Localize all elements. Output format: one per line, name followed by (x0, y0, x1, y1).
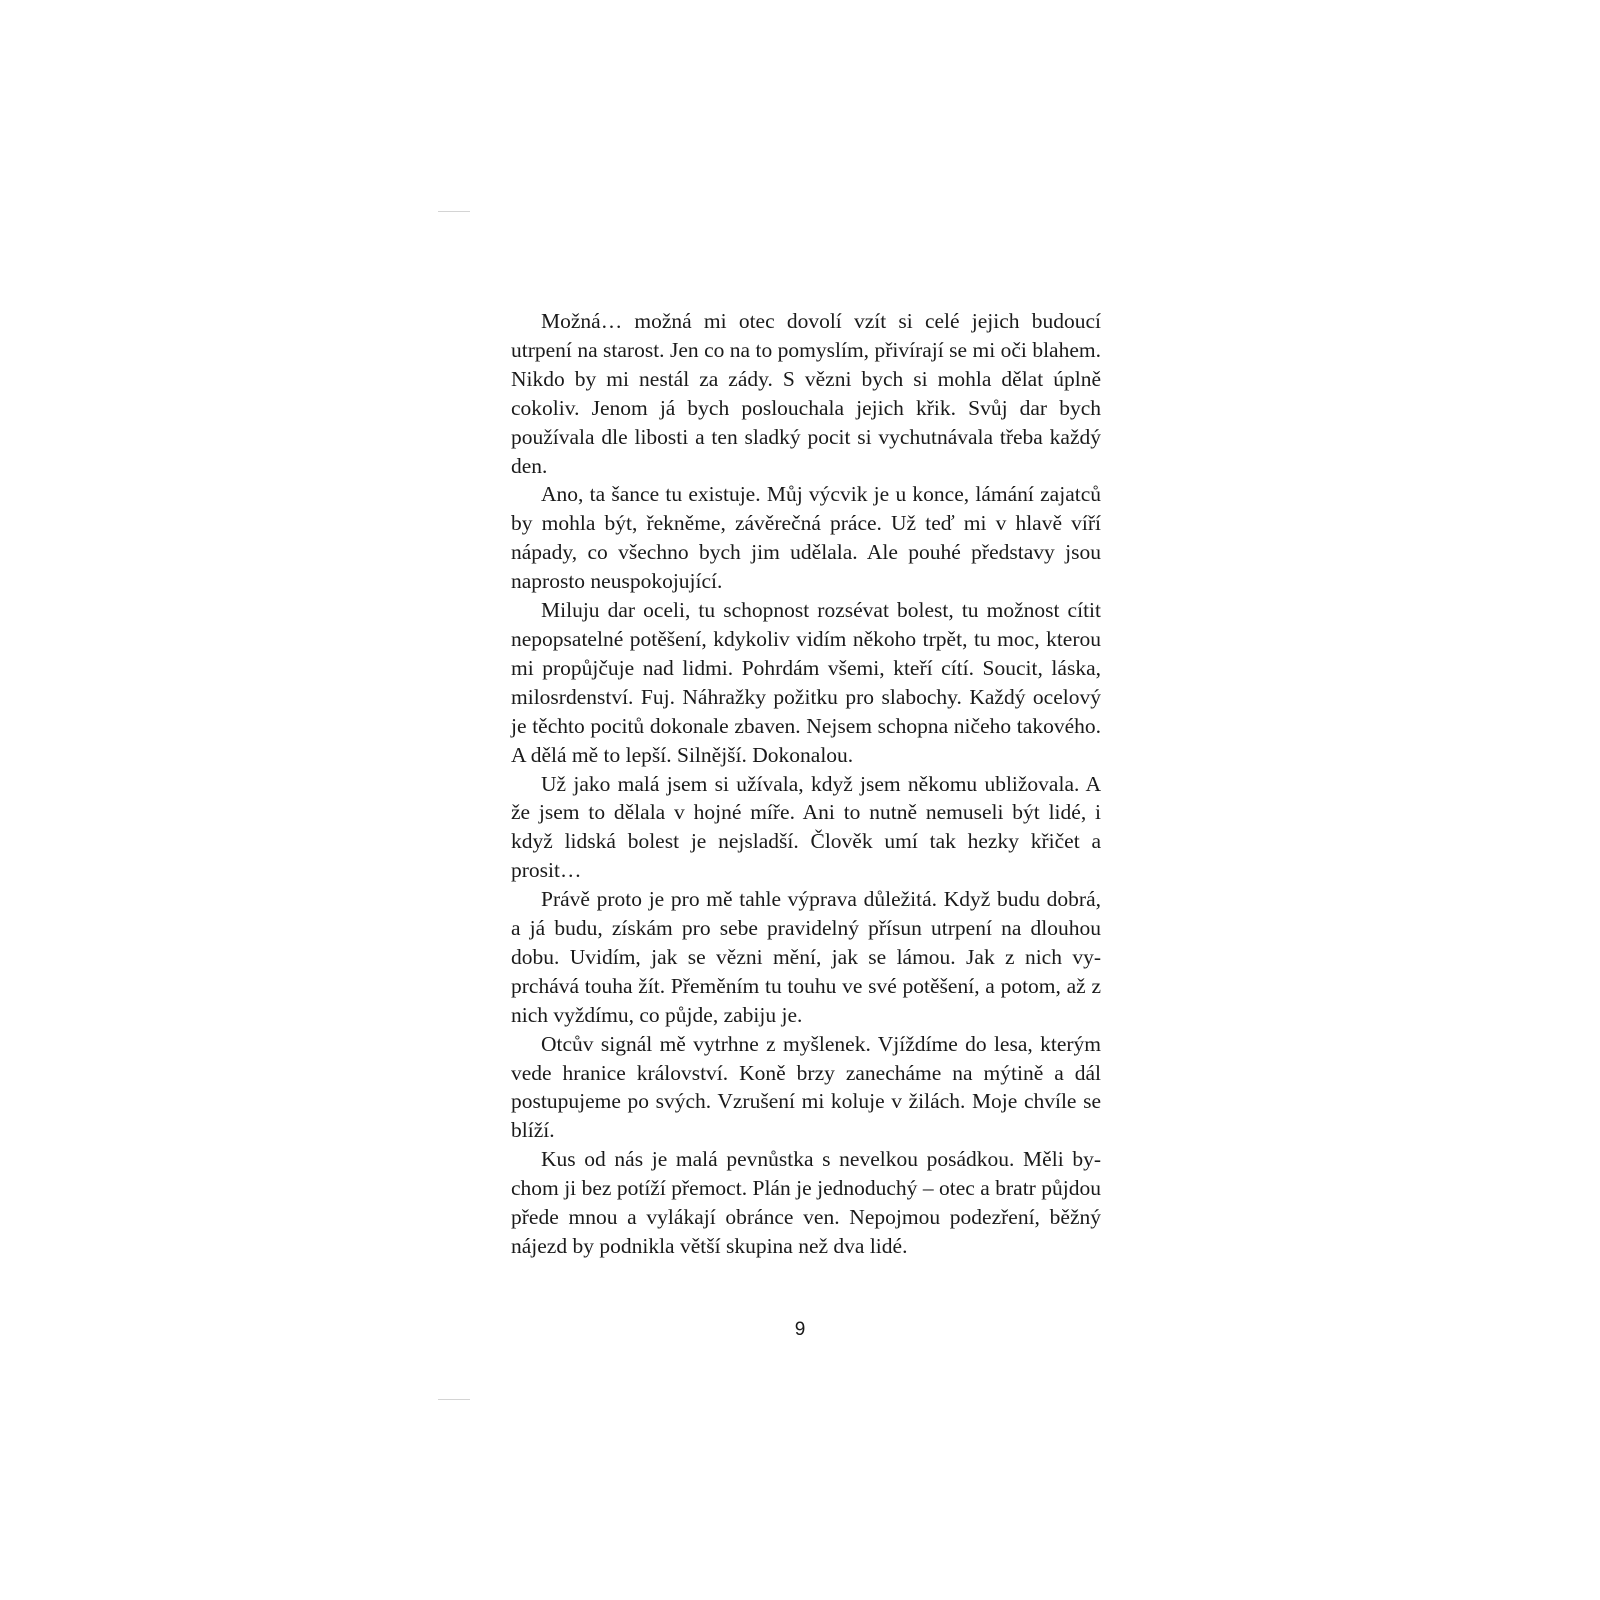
paragraph: Miluju dar oceli, tu schopnost rozsévat bolest, tu možnost cítit nepopsatelné potěšení, kdykoliv vidím někoho trpět, tu moc, kterou mi propůjčuje nad lidmi. Pohrdám všemi, kteří cítí. Soucit, láska, milosrdenství. Fuj. Náhražky požitku pro slabochy. Každý ocelový je těchto pocitů dokonale zbaven. Nejsem schopna ničeho takového. A dělá mě to lepší. Silnější. Dokonalou. (511, 598, 1101, 767)
paragraph: Ano, ta šance tu existuje. Můj výcvik je u konce, lámání zajatců by mohla být, řekněme, závěrečná práce. Už teď mi v hlavě víří nápady, co všechno bych jim udělala. Ale pouhé představy jsou naprosto neuspokojující. (511, 482, 1101, 594)
paragraph: Právě proto je pro mě tahle výprava důležitá. Když budu dobrá, a já budu, získám pro sebe pravidelný přísun utrpení na dlouhou dobu. Uvidím, jak se vězni mění, jak se lámou. Jak z nich vyprchává touha žít. Přeměním tu touhu ve své potěšení, a potom, až z nich vyždímu, co půjde, zabiju je. (511, 887, 1101, 1027)
page-number: 9 (794, 1319, 806, 1340)
body-text (511, 307, 1101, 1261)
crop-mark-top (438, 211, 470, 212)
paragraph: Možná… možná mi otec dovolí vzít si celé jejich budoucí utrpení na starost. Jen co na to pomyslím, přivírají se mi oči blahem. Nikdo by mi nestál za zády. S vězni bych si mohla dělat úplně cokoliv. Jenom já bych poslouchala jejich křik. Svůj dar bych používala dle libosti a ten sladký pocit si vychutnávala třeba každý den. (511, 309, 1101, 478)
paragraph: Kus od nás je malá pevnůstka s nevelkou posádkou. Měli bychom ji bez potíží přemoct. Plán je jednoduchý – otec a bratr půjdou přede mnou a vylákají obránce ven. Nepojmou podezření, běžný nájezd by podnikla větší skupina než dva lidé. (511, 1147, 1101, 1258)
paragraph: Už jako malá jsem si užívala, když jsem někomu ubližovala. A že jsem to dělala v hojné míře. Ani to nutně nemuseli být lidé, i když lidská bolest je nejsladší. Člověk umí tak hezky křičet a prosit… (511, 771, 1101, 883)
crop-mark-bottom (438, 1399, 470, 1400)
paragraph: Otcův signál mě vytrhne z myšlenek. Vjíždíme do lesa, kterým vede hranice království. Koně brzy zanecháme na mýtině a dál postupujeme po svých. Vzrušení mi koluje v žilách. Moje chvíle se blíží. (511, 1031, 1101, 1143)
